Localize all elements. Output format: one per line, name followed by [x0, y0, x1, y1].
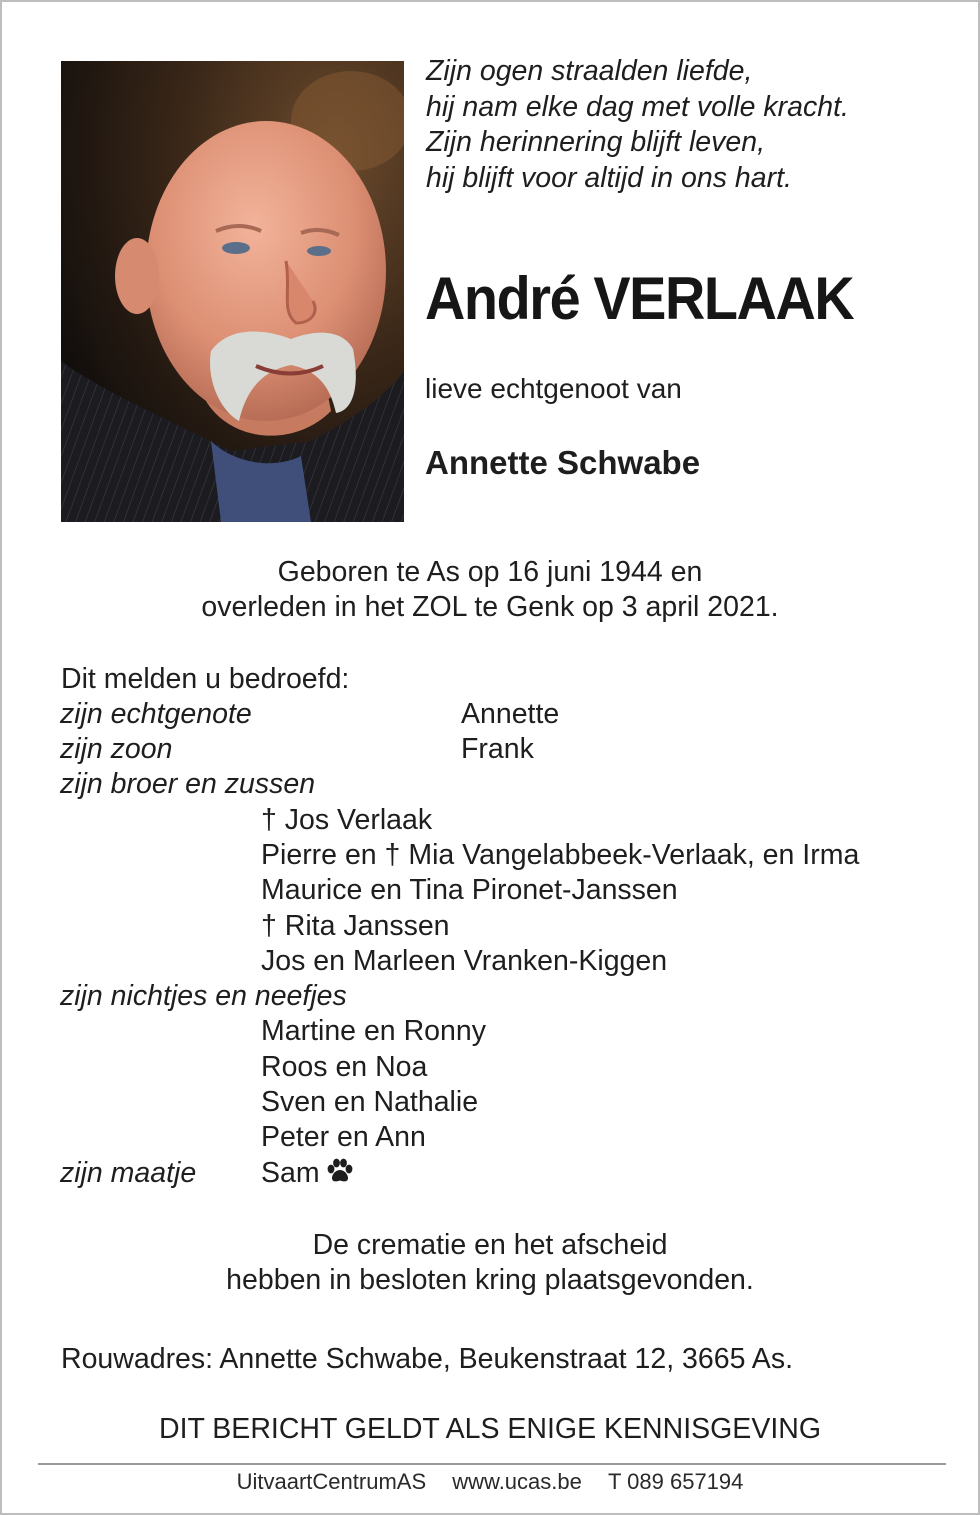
birth-death-dates: [2, 555, 978, 626]
spouse-name: Annette Schwabe: [425, 444, 701, 481]
maatje-name: Sam: [261, 1157, 320, 1189]
mourning-address: Rouwadres: Annette Schwabe, Beukenstraat 12, 3665 As.: [61, 1343, 793, 1375]
ceremony-line: De crematie en het afscheid: [312, 1229, 668, 1261]
nephew-entry: Peter en Ann: [261, 1121, 426, 1153]
ceremony-line: hebben in besloten kring plaatsgevonden.: [226, 1264, 754, 1297]
siblings-label: zijn broer en zussen: [60, 768, 316, 800]
relation-text: lieve echtgenoot van: [425, 373, 682, 404]
poem-line: hij blijft voor altijd in ons hart.: [426, 161, 792, 194]
nephews-label: zijn nichtjes en neefjes: [60, 980, 347, 1012]
nephew-entry: Roos en Noa: [261, 1051, 428, 1083]
date-line: overleden in het ZOL te Genk op 3 april 2021.: [201, 591, 779, 624]
deceased-name: André VERLAAK: [425, 265, 854, 332]
maatje-entry: [261, 1156, 354, 1193]
echtgenote-label: zijn echtgenote: [60, 698, 252, 730]
poem-line: Zijn ogen straalden liefde,: [426, 55, 753, 87]
date-line: Geboren te As op 16 juni 1944 en: [277, 556, 703, 588]
sibling-entry: Pierre en † Mia Vangelabbeek-Verlaak, en Irma: [261, 839, 860, 871]
echtgenote-name: Annette: [461, 698, 560, 730]
zoon-name: Frank: [461, 733, 534, 765]
paw-icon: [326, 1158, 354, 1193]
official-notice: [2, 1412, 978, 1447]
company-name: UitvaartCentrumAS: [236, 1469, 427, 1494]
sibling-entry: Jos en Marleen Vranken-Kiggen: [261, 945, 668, 977]
website-link[interactable]: www.ucas.be: [452, 1469, 582, 1494]
portrait-photo: [61, 61, 404, 522]
footer: [2, 1467, 978, 1497]
notice-text: DIT BERICHT GELDT ALS ENIGE KENNISGEVING: [158, 1413, 821, 1445]
nephew-entry: Martine en Ronny: [261, 1015, 486, 1047]
poem: [426, 54, 966, 196]
nephew-entry: Sven en Nathalie: [261, 1086, 479, 1118]
footer-divider: [38, 1463, 946, 1465]
ceremony-text: [2, 1228, 978, 1299]
poem-line: Zijn herinnering blijft leven,: [426, 126, 766, 158]
phone-number: T 089 657194: [608, 1469, 744, 1494]
poem-line: hij nam elke dag met volle kracht.: [426, 90, 849, 123]
family-intro: Dit melden u bedroefd:: [61, 663, 350, 695]
zoon-label: zijn zoon: [60, 733, 173, 765]
maatje-label: zijn maatje: [60, 1157, 197, 1189]
sibling-entry: † Rita Janssen: [261, 910, 450, 942]
sibling-entry: † Jos Verlaak: [261, 804, 433, 836]
portrait-illustration: [61, 61, 404, 522]
sibling-entry: Maurice en Tina Pironet-Janssen: [261, 874, 678, 906]
